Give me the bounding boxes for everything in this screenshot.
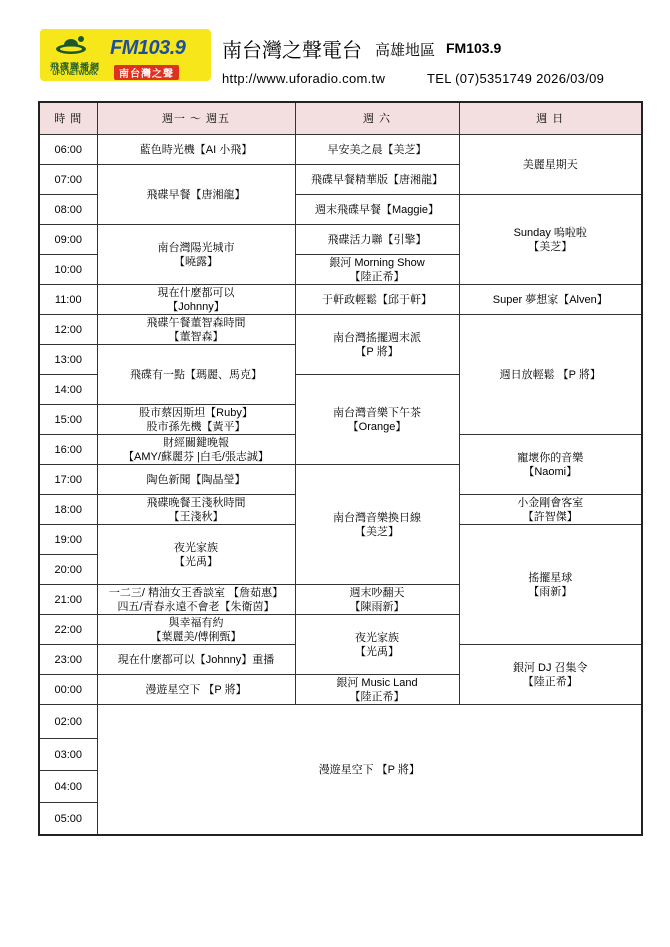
program-cell: 一二三/ 精油女王香談室 【詹茹惠】 四五/青春永遠不會老【朱衛茵】 [97,585,295,615]
time-cell: 23:00 [39,645,97,675]
header-time: 時 間 [39,102,97,135]
program-cell: 小金剛會客室 【許智傑】 [459,495,642,525]
time-cell: 08:00 [39,195,97,225]
late-night-program-cell: 漫遊星空下 【P 將】 [97,705,642,836]
logo-sub: 南台灣之聲 [114,65,179,80]
program-cell: 南台灣音樂下午茶 【Orange】 [295,375,459,465]
time-cell: 00:00 [39,675,97,705]
time-cell: 06:00 [39,135,97,165]
time-cell: 05:00 [39,803,97,836]
program-cell: 銀河 DJ 召集令 【陸正希】 [459,645,642,705]
program-cell: 銀河 Music Land 【陸正希】 [295,675,459,705]
program-cell: Super 夢想家【Alven】 [459,285,642,315]
time-cell: 22:00 [39,615,97,645]
time-cell: 14:00 [39,375,97,405]
table-row [39,315,642,345]
time-cell: 17:00 [39,465,97,495]
program-cell: 夜光家族 【光禹】 [295,615,459,675]
ufo-bird-icon [54,35,88,59]
program-cell: 週日放輕鬆 【P 將】 [459,315,642,435]
program-cell: 財經關鍵晚報 【AMY/蘇麗芬 |白毛/張志誠】 [97,435,295,465]
frequency: FM103.9 [446,40,502,56]
station-logo [40,29,211,81]
program-cell: 陶色新聞【陶晶瑩】 [97,465,295,495]
table-row [39,285,642,315]
program-cell: 飛碟午餐董智森時間 【董智森】 [97,315,295,345]
time-cell: 07:00 [39,165,97,195]
time-cell: 21:00 [39,585,97,615]
station-name: 南台灣之聲電台 [222,40,362,62]
program-cell: 漫遊星空下 【P 將】 [97,675,295,705]
logo-brand-cn: 飛碟聯播網 [49,62,100,72]
program-cell: 飛碟活力聯【引擎】 [295,225,459,255]
program-cell: Sunday 嗚啦啦 【美芝】 [459,195,642,285]
contact-tel: TEL (07)5351749 2026/03/09 [427,71,605,86]
program-cell: 夜光家族 【光禹】 [97,525,295,585]
program-cell: 週末飛碟早餐【Maggie】 [295,195,459,225]
program-cell: 股市蔡因斯坦【Ruby】 股市孫先機【黃平】 [97,405,295,435]
header-saturday: 週 六 [295,102,459,135]
region: 高雄地區 [375,42,436,59]
time-cell: 09:00 [39,225,97,255]
program-cell: 飛碟早餐精華版【唐湘龍】 [295,165,459,195]
page-header [0,0,670,95]
program-cell: 飛碟晚餐王淺秋時間 【王淺秋】 [97,495,295,525]
program-cell: 飛碟早餐【唐湘龍】 [97,165,295,225]
time-cell: 15:00 [39,405,97,435]
table-row [39,135,642,165]
time-cell: 20:00 [39,555,97,585]
table-header-row [39,102,642,135]
header-sunday: 週 日 [459,102,642,135]
logo-brand-en: UFO NETWORK [52,71,98,77]
time-cell: 10:00 [39,255,97,285]
time-cell: 16:00 [39,435,97,465]
program-cell: 南台灣搖擺週末派 【P 將】 [295,315,459,375]
time-cell: 12:00 [39,315,97,345]
time-cell: 19:00 [39,525,97,555]
program-cell: 于軒政輕鬆【邱于軒】 [295,285,459,315]
logo-fm: FM103.9 [110,37,186,59]
website-url[interactable]: http://www.uforadio.com.tw [222,71,386,86]
program-cell: 飛碟有一點【瑪麗、馬克】 [97,345,295,405]
program-cell: 美麗星期天 [459,135,642,195]
program-cell: 寵壞你的音樂 【Naomi】 [459,435,642,495]
program-cell: 週末吵翻天 【陳雨新】 [295,585,459,615]
program-cell: 南台灣陽光城市 【曉露】 [97,225,295,285]
table-row [39,705,642,739]
program-cell: 與幸福有約 【葉麗美/傅俐甄】 [97,615,295,645]
time-cell: 11:00 [39,285,97,315]
program-cell: 藍色時光機【AI 小飛】 [97,135,295,165]
program-cell: 銀河 Morning Show 【陸正希】 [295,255,459,285]
program-cell: 早安美之晨【美芝】 [295,135,459,165]
time-cell: 13:00 [39,345,97,375]
time-cell: 03:00 [39,739,97,771]
time-cell: 02:00 [39,705,97,739]
header-weekday: 週一 ～ 週五 [97,102,295,135]
time-cell: 04:00 [39,771,97,803]
program-cell: 現在什麼都可以【Johnny】重播 [97,645,295,675]
schedule-table [38,101,643,836]
program-cell: 南台灣音樂換日線 【美芝】 [295,465,459,585]
time-cell: 18:00 [39,495,97,525]
program-cell: 搖擺星球 【雨新】 [459,525,642,645]
program-cell: 現在什麼都可以 【Johnny】 [97,285,295,315]
